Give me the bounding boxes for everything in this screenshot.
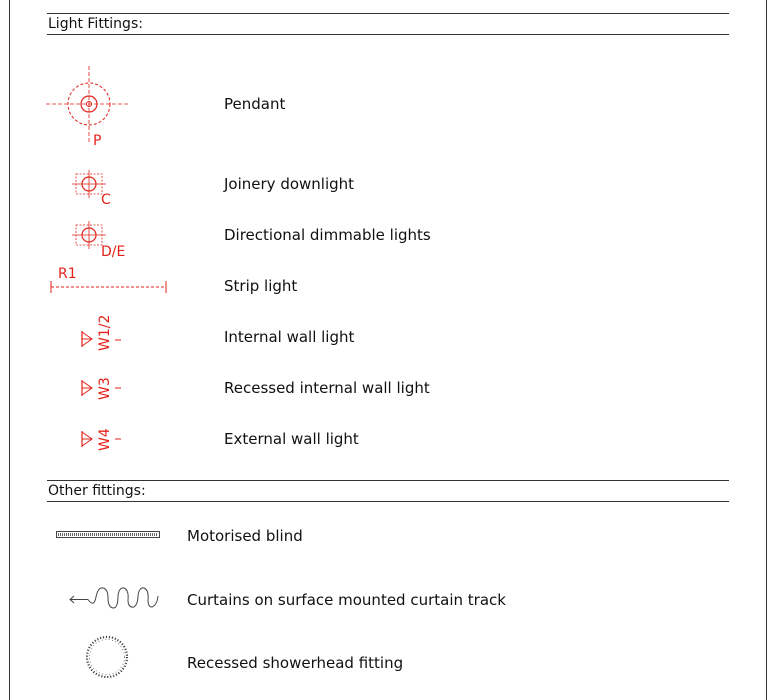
internal-wall-light-code: W1/2	[97, 314, 113, 351]
legend-label-joinery-downlight: Joinery downlight	[224, 175, 355, 193]
recessed-wall-light-code: W3	[97, 377, 113, 400]
recessed-wall-light-symbol	[76, 368, 126, 408]
section-header-light-fittings	[47, 13, 729, 35]
legend-label-directional-dimmable: Directional dimmable lights	[224, 226, 431, 244]
joinery-downlight-code: C	[101, 192, 111, 208]
external-wall-light-code: W4	[97, 428, 113, 451]
legend-label-recessed-wall-light: Recessed internal wall light	[224, 379, 430, 397]
joinery-downlight-symbol	[70, 168, 120, 208]
external-wall-light-symbol	[76, 419, 126, 459]
legend-label-curtains: Curtains on surface mounted curtain track	[187, 591, 506, 609]
legend-label-showerhead: Recessed showerhead fitting	[187, 654, 404, 672]
strip-light-symbol	[48, 264, 173, 294]
showerhead-symbol	[84, 634, 132, 682]
directional-dimmable-code: D/E	[101, 244, 126, 260]
pendant-symbol	[44, 64, 134, 150]
strip-light-code: R1	[58, 266, 77, 282]
section-header-other-fittings	[47, 480, 729, 502]
section-title: Light Fittings:	[48, 16, 143, 32]
pendant-code: P	[93, 133, 102, 149]
curtain-track-symbol	[68, 584, 164, 612]
internal-wall-light-symbol	[76, 305, 126, 355]
legend-label-internal-wall-light: Internal wall light	[224, 328, 355, 346]
motorised-blind-symbol	[56, 530, 162, 540]
legend-label-motorised-blind: Motorised blind	[187, 527, 303, 545]
section-title: Other fittings:	[48, 483, 146, 499]
legend-label-external-wall-light: External wall light	[224, 430, 359, 448]
legend-label-strip-light: Strip light	[224, 277, 298, 295]
directional-dimmable-symbol	[70, 219, 140, 261]
legend-label-pendant: Pendant	[224, 95, 286, 113]
